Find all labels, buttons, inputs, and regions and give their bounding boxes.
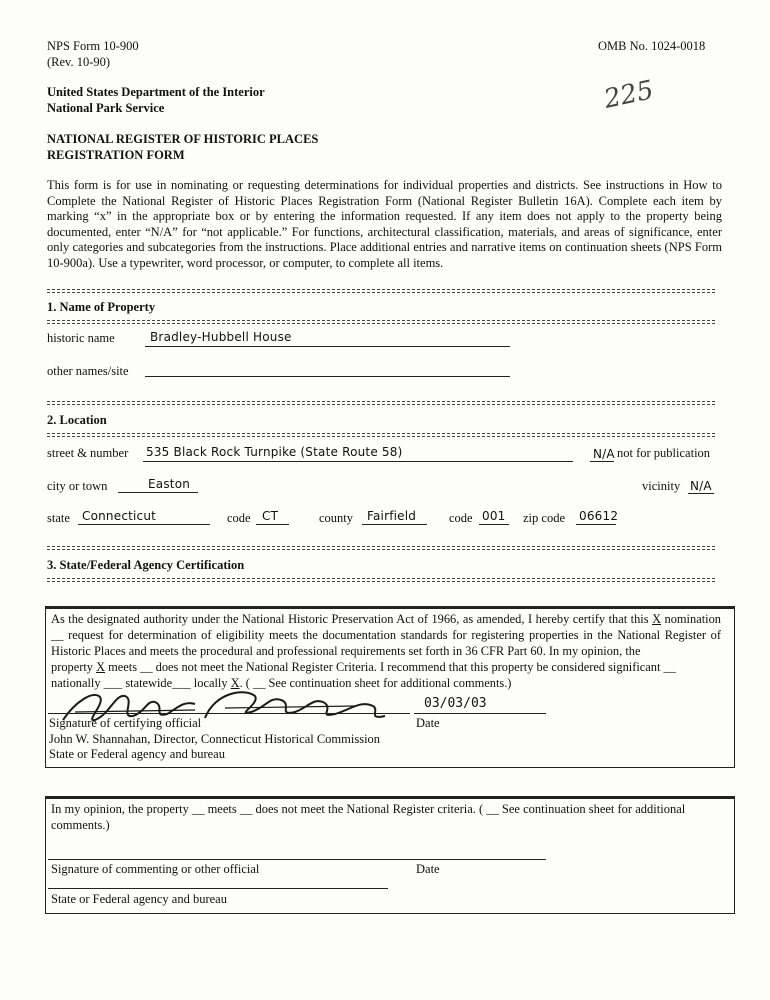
nomination-mark[interactable]: X [652, 612, 662, 626]
vicinity-label: vicinity [642, 479, 681, 493]
county-code-value[interactable]: 001 [482, 509, 506, 523]
section-divider [47, 320, 715, 321]
section-1-heading: 1. Name of Property [47, 300, 156, 314]
instructions-paragraph: This form is for use in nominating or requesting determinations for individual properties and districts. See instructions in How to Complete the National Register of Historic Places Registration Form (National Register Bulletin 16A). Complete each item by marking “x” in the appropriate box or by entering the information requested. If any item does not apply to the property being documented, enter “N/A” for “not applicable.” For functions, architectural classification, materials, and areas of significance, enter only categories and subcategories from the instructions. Place additional entries and narrative items on continuation sheets (NPS Form 10-900a). Use a typewriter, word processor, or computer, to complete all items. [47, 178, 722, 270]
department-name: United States Department of the Interior [47, 85, 265, 99]
city-line [118, 492, 198, 493]
certification-date[interactable]: 03/03/03 [424, 696, 487, 711]
comment-date-label: Date [416, 862, 440, 876]
vicinity-value[interactable]: N/A [690, 479, 712, 493]
street-label: street & number [47, 446, 129, 460]
official-name: John W. Shannahan, Director, Connecticut Historical Commission [49, 732, 381, 746]
city-value[interactable]: Easton [148, 477, 191, 491]
comment-agency-label: State or Federal agency and bureau [51, 892, 227, 906]
cert-line-1: As the designated authority under the National Historic Preservation Act of 1966, as amended, I hereby certify that this [51, 612, 649, 626]
section-2-heading: 2. Location [47, 413, 107, 427]
not-for-publication-label: not for publication [617, 446, 711, 460]
comment-signature-label: Signature of commenting or other official [51, 862, 260, 876]
county-code-label: code [449, 511, 473, 525]
vicinity-line [688, 493, 714, 494]
not-for-publication-value[interactable]: N/A [593, 447, 615, 461]
form-number: NPS Form 10-900 [47, 39, 139, 53]
date-label: Date [416, 716, 440, 730]
service-name: National Park Service [47, 101, 165, 115]
section-divider [47, 401, 715, 402]
form-subtitle: REGISTRATION FORM [47, 148, 185, 162]
state-line [78, 524, 210, 525]
form-title: NATIONAL REGISTER OF HISTORIC PLACES [47, 132, 319, 146]
cert-line-4a: nationally ___ statewide___ locally [51, 676, 228, 690]
street-value[interactable]: 535 Black Rock Turnpike (State Route 58) [146, 445, 403, 459]
historic-name-value[interactable]: Bradley-Hubbell House [150, 330, 292, 344]
zip-label: zip code [523, 511, 565, 525]
cert-line-3: meets __ does not meet the National Register Criteria. I recommend that this property be considered significant __ [108, 660, 676, 674]
section-divider [47, 578, 715, 579]
meets-criteria-mark[interactable]: X [96, 660, 106, 674]
comment-signature-line [48, 859, 546, 860]
other-names-line [145, 376, 510, 377]
date-line [414, 713, 546, 714]
street-line [143, 461, 573, 462]
state-code-value[interactable]: CT [262, 509, 279, 523]
county-value[interactable]: Fairfield [367, 509, 417, 523]
county-line [362, 524, 427, 525]
county-code-line [479, 524, 509, 525]
omb-number: OMB No. 1024-0018 [598, 39, 706, 53]
comment-agency-line [48, 888, 388, 889]
form-revision: (Rev. 10-90) [47, 55, 111, 69]
section-divider [47, 433, 715, 434]
historic-name-label: historic name [47, 331, 115, 345]
cert-line-2: nomination __ request for determination of eligibility meets the documentation standards for registering properties in the National Register of Historic Places and meets the procedural and professional requirements set forth in 36 CFR Part 60. In my opinion, the [51, 612, 721, 658]
zip-value[interactable]: 06612 [579, 509, 619, 523]
cert-property: property [51, 660, 93, 674]
zip-line [576, 524, 616, 525]
signature-label: Signature of certifying official [49, 716, 202, 730]
section-divider [47, 289, 715, 290]
section-3-heading: 3. State/Federal Agency Certification [47, 558, 245, 572]
section-divider [47, 546, 715, 547]
historic-name-line [145, 346, 510, 347]
state-value[interactable]: Connecticut [82, 509, 157, 523]
agency-label: State or Federal agency and bureau [49, 747, 225, 761]
handwritten-number: 225 [601, 75, 657, 115]
signature-line [48, 713, 410, 714]
opinion-statement: In my opinion, the property __ meets __ does not meet the National Register criteria. ( __ See continuation sheet for additional comments.) [51, 802, 686, 832]
state-code-label: code [227, 511, 251, 525]
other-names-label: other names/site [47, 364, 129, 378]
county-label: county [319, 511, 354, 525]
certification-statement [51, 611, 721, 691]
state-code-line [256, 524, 289, 525]
cert-line-4b: . ( __ See continuation sheet for additional comments.) [239, 676, 512, 690]
locally-mark[interactable]: X [230, 676, 240, 690]
city-label: city or town [47, 479, 108, 493]
not-for-publication-line [590, 461, 614, 462]
state-label: state [47, 511, 70, 525]
